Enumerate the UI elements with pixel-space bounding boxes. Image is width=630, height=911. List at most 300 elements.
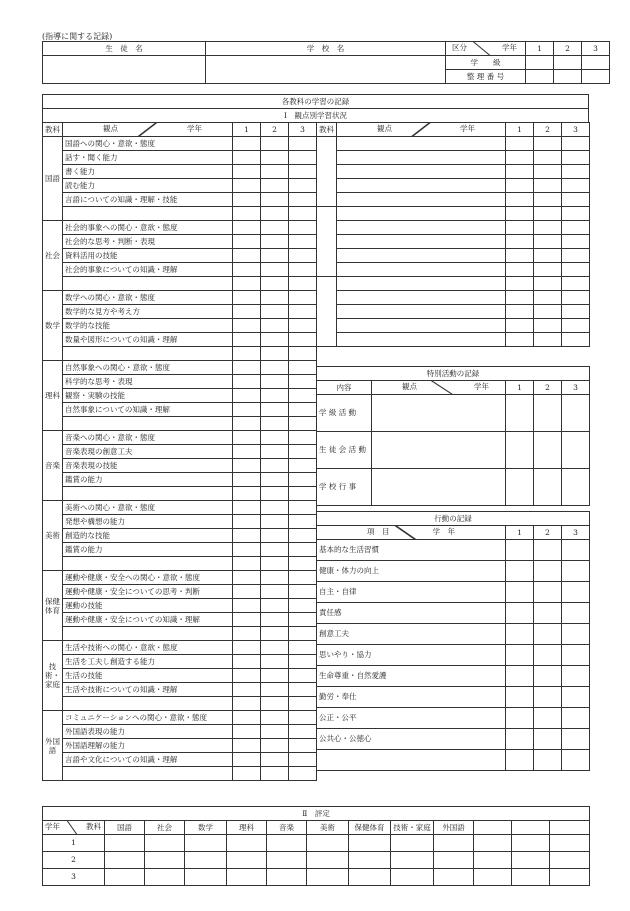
extra-cell[interactable] — [337, 207, 506, 221]
grade-cell[interactable] — [261, 753, 289, 767]
extra-cell[interactable] — [562, 179, 590, 193]
grade-cell[interactable] — [233, 571, 261, 585]
grade-cell[interactable] — [261, 459, 289, 473]
grade-cell[interactable] — [289, 613, 317, 627]
extra-cell[interactable] — [337, 151, 506, 165]
grade-cell[interactable] — [289, 319, 317, 333]
behavior-cell[interactable] — [506, 750, 534, 771]
grade-cell[interactable] — [233, 697, 261, 711]
grade-cell[interactable] — [289, 753, 317, 767]
extra-cell[interactable] — [337, 291, 506, 305]
grade-cell[interactable] — [289, 361, 317, 375]
extra-cell[interactable] — [506, 333, 534, 347]
behavior-cell[interactable] — [534, 540, 562, 561]
grade-cell[interactable] — [233, 669, 261, 683]
behavior-cell[interactable] — [506, 708, 534, 729]
hyotei-cell[interactable] — [391, 852, 434, 869]
grade-cell[interactable] — [261, 137, 289, 151]
grade-cell[interactable] — [233, 445, 261, 459]
special-cell[interactable] — [534, 395, 562, 432]
extra-cell[interactable] — [337, 193, 506, 207]
school-name-cell[interactable] — [206, 56, 446, 84]
grade-cell[interactable] — [289, 683, 317, 697]
grade-cell[interactable] — [233, 725, 261, 739]
extra-subject-row — [317, 277, 590, 291]
grade-cell[interactable] — [233, 319, 261, 333]
extra-cell[interactable] — [562, 165, 590, 179]
grade-cell[interactable] — [289, 515, 317, 529]
grade-cell[interactable] — [289, 347, 317, 361]
hyotei-cell[interactable] — [185, 835, 227, 852]
hyotei-cell[interactable] — [434, 835, 474, 852]
grade-cell[interactable] — [233, 487, 261, 501]
grade-cell[interactable] — [261, 165, 289, 179]
behavior-cell[interactable] — [562, 603, 590, 624]
extra-cell[interactable] — [562, 263, 590, 277]
special-cell[interactable] — [562, 432, 590, 469]
extra-cell[interactable] — [506, 193, 534, 207]
extra-cell[interactable] — [534, 207, 562, 221]
special-cell[interactable] — [372, 395, 506, 432]
grade-cell[interactable] — [261, 767, 289, 781]
extra-cell[interactable] — [534, 193, 562, 207]
viewpoint-label — [63, 207, 233, 221]
behavior-cell[interactable] — [562, 687, 590, 708]
extra-cell[interactable] — [337, 235, 506, 249]
grade-cell[interactable] — [289, 333, 317, 347]
grade-cell[interactable] — [261, 655, 289, 669]
hyotei-cell[interactable] — [512, 869, 550, 886]
grade-cell[interactable] — [289, 543, 317, 557]
grade-cell[interactable] — [233, 249, 261, 263]
grade-cell[interactable] — [289, 571, 317, 585]
extra-cell[interactable] — [337, 221, 506, 235]
behavior-cell[interactable] — [534, 687, 562, 708]
extra-cell[interactable] — [337, 165, 506, 179]
special-cell[interactable] — [562, 395, 590, 432]
extra-cell[interactable] — [337, 277, 506, 291]
extra-cell[interactable] — [534, 235, 562, 249]
hyotei-cell[interactable] — [474, 852, 512, 869]
grade-cell[interactable] — [233, 417, 261, 431]
grade-cell[interactable] — [261, 627, 289, 641]
number-cell[interactable] — [526, 70, 554, 84]
grade-cell[interactable] — [233, 473, 261, 487]
hyotei-cell[interactable] — [145, 835, 185, 852]
hyotei-cell[interactable] — [550, 852, 590, 869]
grade-cell[interactable] — [289, 697, 317, 711]
grade-cell[interactable] — [261, 193, 289, 207]
subject-row — [43, 473, 317, 487]
extra-subject-name[interactable] — [317, 137, 337, 207]
hyotei-cell[interactable] — [550, 869, 590, 886]
class-cell[interactable] — [582, 56, 610, 70]
special-cell[interactable] — [506, 432, 534, 469]
grade-cell[interactable] — [261, 375, 289, 389]
extra-cell[interactable] — [337, 333, 506, 347]
grade-cell[interactable] — [261, 277, 289, 291]
grade-cell[interactable] — [233, 753, 261, 767]
grade-cell[interactable] — [233, 739, 261, 753]
extra-subject-name[interactable] — [317, 277, 337, 347]
grade-cell[interactable] — [261, 319, 289, 333]
grade-cell[interactable] — [289, 641, 317, 655]
grade-cell[interactable] — [289, 599, 317, 613]
grade-cell[interactable] — [233, 179, 261, 193]
number-cell[interactable] — [582, 70, 610, 84]
grade-cell[interactable] — [233, 151, 261, 165]
hyotei-cell[interactable] — [307, 835, 349, 852]
number-cell[interactable] — [554, 70, 582, 84]
hyotei-cell[interactable] — [227, 852, 267, 869]
grade-cell[interactable] — [233, 305, 261, 319]
extra-subject-name[interactable] — [317, 207, 337, 277]
grade-cell[interactable] — [289, 711, 317, 725]
behavior-cell[interactable] — [562, 624, 590, 645]
grade-cell[interactable] — [289, 767, 317, 781]
extra-cell[interactable] — [534, 221, 562, 235]
extra-cell[interactable] — [534, 179, 562, 193]
behavior-cell[interactable] — [534, 750, 562, 771]
grade-cell[interactable] — [261, 529, 289, 543]
grade-cell[interactable] — [233, 165, 261, 179]
grade-cell[interactable] — [261, 725, 289, 739]
grade-cell[interactable] — [261, 641, 289, 655]
extra-cell[interactable] — [562, 319, 590, 333]
grade-cell[interactable] — [233, 221, 261, 235]
behavior-cell[interactable] — [562, 645, 590, 666]
extra-cell[interactable] — [506, 277, 534, 291]
extra-cell[interactable] — [562, 305, 590, 319]
hyotei-cell[interactable] — [307, 852, 349, 869]
grade-cell[interactable] — [261, 151, 289, 165]
extra-cell[interactable] — [506, 291, 534, 305]
grade-cell[interactable] — [261, 263, 289, 277]
grade-cell[interactable] — [289, 473, 317, 487]
grade-cell[interactable] — [289, 235, 317, 249]
grade-cell[interactable] — [261, 683, 289, 697]
behavior-cell[interactable] — [534, 624, 562, 645]
subject-row — [43, 515, 317, 529]
extra-cell[interactable] — [562, 333, 590, 347]
grade-cell[interactable] — [233, 375, 261, 389]
extra-cell[interactable] — [337, 305, 506, 319]
behavior-cell[interactable] — [562, 582, 590, 603]
grade-cell[interactable] — [289, 249, 317, 263]
extra-cell[interactable] — [562, 207, 590, 221]
hyotei-cell[interactable] — [267, 852, 307, 869]
viewpoint-label: 数学的な見方や考え方 — [63, 305, 233, 319]
class-cell[interactable] — [554, 56, 582, 70]
grade-cell[interactable] — [289, 529, 317, 543]
grade-cell[interactable] — [233, 515, 261, 529]
extra-cell[interactable] — [534, 277, 562, 291]
grade-cell[interactable] — [261, 305, 289, 319]
hyotei-cell[interactable] — [185, 869, 227, 886]
behavior-cell[interactable] — [506, 666, 534, 687]
extra-cell[interactable] — [562, 249, 590, 263]
extra-cell[interactable] — [506, 249, 534, 263]
grade-cell[interactable] — [261, 249, 289, 263]
grade-cell[interactable] — [289, 431, 317, 445]
grade-cell[interactable] — [289, 389, 317, 403]
grade-cell[interactable] — [261, 711, 289, 725]
grade-cell[interactable] — [289, 277, 317, 291]
grade-cell[interactable] — [289, 403, 317, 417]
extra-cell[interactable] — [534, 305, 562, 319]
grade-cell[interactable] — [289, 487, 317, 501]
grade-cell[interactable] — [233, 683, 261, 697]
grade-cell[interactable] — [233, 403, 261, 417]
behavior-cell[interactable] — [506, 603, 534, 624]
grade-cell[interactable] — [289, 669, 317, 683]
extra-cell[interactable] — [506, 179, 534, 193]
behavior-cell[interactable] — [506, 687, 534, 708]
grade-cell[interactable] — [289, 165, 317, 179]
grade-cell[interactable] — [261, 221, 289, 235]
extra-cell[interactable] — [534, 263, 562, 277]
grade-cell[interactable] — [233, 641, 261, 655]
grade-cell[interactable] — [261, 235, 289, 249]
grade-cell[interactable] — [233, 627, 261, 641]
behavior-cell[interactable] — [506, 582, 534, 603]
grade-cell[interactable] — [233, 347, 261, 361]
grade-cell[interactable] — [233, 361, 261, 375]
grade-cell[interactable] — [289, 557, 317, 571]
grade-cell[interactable] — [233, 235, 261, 249]
hyotei-cell[interactable] — [434, 869, 474, 886]
viewpoint-label — [63, 697, 233, 711]
behavior-cell[interactable] — [534, 666, 562, 687]
grade-cell[interactable] — [233, 543, 261, 557]
subject-row — [43, 319, 317, 333]
behavior-cell[interactable] — [534, 708, 562, 729]
extra-cell[interactable] — [534, 137, 562, 151]
grade-cell[interactable] — [261, 697, 289, 711]
special-row-class: 学 級 活 動 — [317, 395, 372, 432]
grade-cell[interactable] — [233, 137, 261, 151]
hyotei-cell[interactable] — [512, 852, 550, 869]
hyotei-cell[interactable] — [512, 835, 550, 852]
hyotei-cell[interactable] — [267, 835, 307, 852]
grade-cell[interactable] — [289, 375, 317, 389]
extra-cell[interactable] — [337, 263, 506, 277]
grade-cell[interactable] — [261, 543, 289, 557]
grade-cell[interactable] — [261, 739, 289, 753]
grade-cell[interactable] — [233, 263, 261, 277]
extra-cell[interactable] — [562, 137, 590, 151]
extra-cell[interactable] — [506, 263, 534, 277]
hyotei-cell[interactable] — [474, 869, 512, 886]
extra-cell[interactable] — [506, 305, 534, 319]
special-cell[interactable] — [506, 469, 534, 506]
hyotei-cell[interactable] — [349, 835, 391, 852]
special-cell[interactable] — [562, 469, 590, 506]
grade-cell[interactable] — [233, 767, 261, 781]
hyotei-cell[interactable] — [185, 852, 227, 869]
extra-cell[interactable] — [534, 319, 562, 333]
subject-row — [43, 557, 317, 571]
behavior-cell[interactable] — [506, 624, 534, 645]
special-cell[interactable] — [534, 469, 562, 506]
hyotei-cell[interactable] — [105, 869, 145, 886]
extra-cell[interactable] — [506, 137, 534, 151]
grade-cell[interactable] — [261, 179, 289, 193]
behavior-cell[interactable] — [534, 729, 562, 750]
hyotei-cell[interactable] — [434, 852, 474, 869]
grade-cell[interactable] — [289, 291, 317, 305]
hyotei-cell[interactable] — [474, 835, 512, 852]
special-cell[interactable] — [372, 432, 506, 469]
extra-cell[interactable] — [534, 151, 562, 165]
extra-cell[interactable] — [337, 137, 506, 151]
grade-cell[interactable] — [289, 263, 317, 277]
grade-cell[interactable] — [289, 655, 317, 669]
grade-cell[interactable] — [289, 459, 317, 473]
hyotei-cell[interactable] — [391, 835, 434, 852]
grade-cell[interactable] — [261, 557, 289, 571]
behavior-cell[interactable] — [534, 582, 562, 603]
grade-cell[interactable] — [261, 403, 289, 417]
grade-cell[interactable] — [289, 207, 317, 221]
class-cell[interactable] — [526, 56, 554, 70]
behavior-label: 健康・体力の向上 — [317, 561, 506, 582]
extra-cell[interactable] — [506, 319, 534, 333]
grade-cell[interactable] — [233, 711, 261, 725]
grade-cell[interactable] — [289, 221, 317, 235]
behavior-cell[interactable] — [562, 750, 590, 771]
grade-cell[interactable] — [261, 515, 289, 529]
extra-cell[interactable] — [562, 151, 590, 165]
grade-cell[interactable] — [261, 669, 289, 683]
behavior-cell[interactable] — [562, 666, 590, 687]
grade-cell[interactable] — [233, 529, 261, 543]
hyotei-cell[interactable] — [391, 869, 434, 886]
grade-cell[interactable] — [289, 193, 317, 207]
extra-cell[interactable] — [534, 291, 562, 305]
extra-cell[interactable] — [506, 207, 534, 221]
hyotei-cell[interactable] — [227, 835, 267, 852]
hyotei-cell[interactable] — [105, 852, 145, 869]
grade-cell[interactable] — [233, 207, 261, 221]
hyotei-cell[interactable] — [145, 869, 185, 886]
grade-cell[interactable] — [289, 627, 317, 641]
hyotei-cell[interactable] — [105, 835, 145, 852]
special-cell[interactable] — [534, 432, 562, 469]
behavior-cell[interactable] — [534, 645, 562, 666]
extra-cell[interactable] — [562, 193, 590, 207]
extra-cell[interactable] — [534, 165, 562, 179]
behavior-cell[interactable] — [534, 603, 562, 624]
extra-cell[interactable] — [506, 235, 534, 249]
hyotei-cell[interactable] — [227, 869, 267, 886]
hyotei-cell[interactable] — [307, 869, 349, 886]
special-cell[interactable] — [506, 395, 534, 432]
extra-cell[interactable] — [337, 249, 506, 263]
grade-cell[interactable] — [233, 291, 261, 305]
grade-cell[interactable] — [261, 207, 289, 221]
grade-cell[interactable] — [289, 585, 317, 599]
grade-cell[interactable] — [233, 459, 261, 473]
extra-cell[interactable] — [534, 333, 562, 347]
behavior-cell[interactable] — [506, 645, 534, 666]
grade-cell[interactable] — [233, 389, 261, 403]
grade-cell[interactable] — [261, 571, 289, 585]
hyotei-cell[interactable] — [145, 852, 185, 869]
extra-cell[interactable] — [506, 151, 534, 165]
grade-cell[interactable] — [233, 431, 261, 445]
hyotei-cell[interactable] — [349, 852, 391, 869]
extra-cell[interactable] — [562, 291, 590, 305]
extra-cell[interactable] — [337, 319, 506, 333]
grade-cell[interactable] — [289, 725, 317, 739]
grade-cell[interactable] — [233, 585, 261, 599]
grade-cell[interactable] — [261, 613, 289, 627]
hyotei-cell[interactable] — [267, 869, 307, 886]
grade-cell[interactable] — [261, 291, 289, 305]
behavior-cell[interactable] — [562, 540, 590, 561]
grade-cell[interactable] — [261, 487, 289, 501]
grade-cell[interactable] — [233, 613, 261, 627]
student-name-cell[interactable] — [43, 56, 206, 84]
grade-cell[interactable] — [261, 361, 289, 375]
hyotei-cell[interactable] — [349, 869, 391, 886]
grade-cell[interactable] — [261, 431, 289, 445]
grade-cell[interactable] — [233, 193, 261, 207]
extra-cell[interactable] — [562, 221, 590, 235]
grade-cell[interactable] — [289, 417, 317, 431]
grade-cell[interactable] — [233, 655, 261, 669]
behavior-cell[interactable] — [562, 729, 590, 750]
grade-cell[interactable] — [261, 389, 289, 403]
grade-cell[interactable] — [289, 151, 317, 165]
grade-cell[interactable] — [261, 417, 289, 431]
behavior-cell[interactable] — [534, 561, 562, 582]
extra-cell[interactable] — [506, 221, 534, 235]
behavior-cell[interactable] — [562, 561, 590, 582]
grade-cell[interactable] — [289, 305, 317, 319]
extra-cell[interactable] — [562, 277, 590, 291]
grade-cell[interactable] — [261, 501, 289, 515]
grade-cell[interactable] — [261, 333, 289, 347]
extra-cell[interactable] — [562, 235, 590, 249]
extra-cell[interactable] — [506, 165, 534, 179]
grade-cell[interactable] — [289, 137, 317, 151]
grade-cell[interactable] — [261, 445, 289, 459]
extra-cell[interactable] — [534, 249, 562, 263]
grade-cell[interactable] — [233, 557, 261, 571]
grade-cell[interactable] — [261, 473, 289, 487]
grade-cell[interactable] — [289, 445, 317, 459]
extra-cell[interactable] — [337, 179, 506, 193]
grade-cell[interactable] — [233, 333, 261, 347]
hyotei-cell[interactable] — [550, 835, 590, 852]
grade-cell[interactable] — [261, 585, 289, 599]
behavior-cell[interactable] — [506, 540, 534, 561]
grade-cell[interactable] — [289, 179, 317, 193]
grade-cell[interactable] — [261, 599, 289, 613]
grade-cell[interactable] — [233, 277, 261, 291]
grade-cell[interactable] — [233, 599, 261, 613]
grade-cell[interactable] — [289, 501, 317, 515]
behavior-cell[interactable] — [506, 729, 534, 750]
special-cell[interactable] — [372, 469, 506, 506]
grade-cell[interactable] — [261, 347, 289, 361]
grade-cell[interactable] — [233, 501, 261, 515]
behavior-cell[interactable] — [562, 708, 590, 729]
grade-cell[interactable] — [289, 739, 317, 753]
behavior-cell[interactable] — [506, 561, 534, 582]
